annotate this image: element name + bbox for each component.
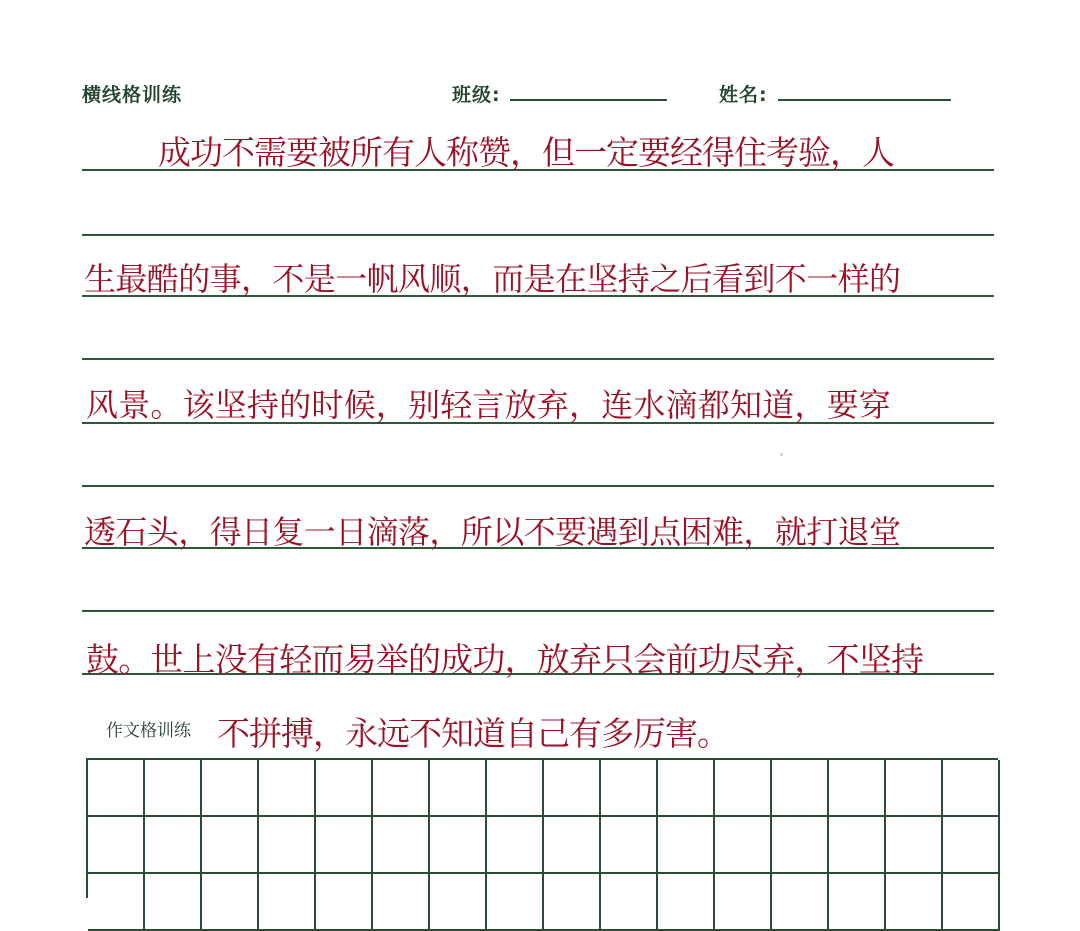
sheet-title: 横线格训练 — [82, 84, 183, 106]
handwriting-line-2: 生最酷的事，不是一帆风顺，而是在坚持之后看到不一样的 — [84, 260, 901, 298]
grid-cell — [316, 760, 373, 817]
grid-cell — [202, 874, 259, 931]
grid-cell — [430, 874, 487, 931]
grid-cell — [88, 817, 145, 874]
class-blank-line — [510, 99, 667, 101]
grid-cell — [601, 817, 658, 874]
grid-cell — [886, 760, 943, 817]
grid-cell — [715, 874, 772, 931]
grid-cell — [544, 817, 601, 874]
grid-cell — [943, 817, 1000, 874]
handwriting-line-4: 透石头，得日复一日滴落，所以不要遇到点困难，就打退堂 — [84, 513, 901, 551]
grid-cell — [943, 760, 1000, 817]
grid-cell — [772, 817, 829, 874]
grid-cell — [259, 817, 316, 874]
grid-cell — [601, 760, 658, 817]
grid-cell — [316, 817, 373, 874]
grid-cell — [601, 874, 658, 931]
grid-cell — [829, 760, 886, 817]
grid-cell — [544, 874, 601, 931]
handwriting-line-5: 鼓。世上没有轻而易举的成功，放弃只会前功尽弃，不坚持 — [86, 640, 924, 679]
class-label: 班级: — [452, 84, 501, 106]
paper-speck — [780, 453, 783, 456]
grid-cell — [886, 817, 943, 874]
grid-cell — [715, 817, 772, 874]
grid-cell — [145, 874, 202, 931]
grid-cell — [544, 760, 601, 817]
grid-cell — [202, 760, 259, 817]
name-label: 姓名: — [719, 84, 768, 106]
ruled-line — [82, 610, 994, 612]
grid-cell — [772, 874, 829, 931]
grid-cell — [259, 874, 316, 931]
grid-cell — [829, 817, 886, 874]
handwriting-line-3: 风景。该坚持的时候，别轻言放弃，连水滴都知道，要穿 — [86, 386, 892, 424]
grid-cell — [943, 874, 1000, 931]
ruled-line — [82, 234, 994, 236]
essay-grid — [86, 758, 998, 898]
grid-cell — [430, 760, 487, 817]
grid-cell — [202, 817, 259, 874]
ruled-line — [82, 485, 994, 487]
grid-cell — [487, 760, 544, 817]
grid-cell — [88, 874, 145, 931]
grid-cell — [259, 760, 316, 817]
grid-cell — [658, 760, 715, 817]
grid-cell — [145, 760, 202, 817]
grid-cell — [658, 874, 715, 931]
grid-cell — [88, 760, 145, 817]
grid-cell — [145, 817, 202, 874]
grid-cell — [373, 817, 430, 874]
handwriting-line-6: 不拼搏，永远不知道自己有多厉害。 — [217, 714, 729, 753]
grid-cell — [829, 874, 886, 931]
grid-cell — [487, 817, 544, 874]
grid-cell — [772, 760, 829, 817]
grid-cell — [430, 817, 487, 874]
grid-cell — [886, 874, 943, 931]
handwriting-line-1: 成功不需要被所有人称赞，但一定要经得住考验，人 — [158, 133, 894, 172]
ruled-line — [82, 358, 994, 360]
name-blank-line — [778, 99, 951, 101]
grid-cell — [373, 760, 430, 817]
grid-cell — [487, 874, 544, 931]
grid-cell — [373, 874, 430, 931]
grid-cell — [658, 817, 715, 874]
grid-section-title: 作文格训练 — [106, 721, 191, 741]
grid-cell — [715, 760, 772, 817]
grid-cell — [316, 874, 373, 931]
